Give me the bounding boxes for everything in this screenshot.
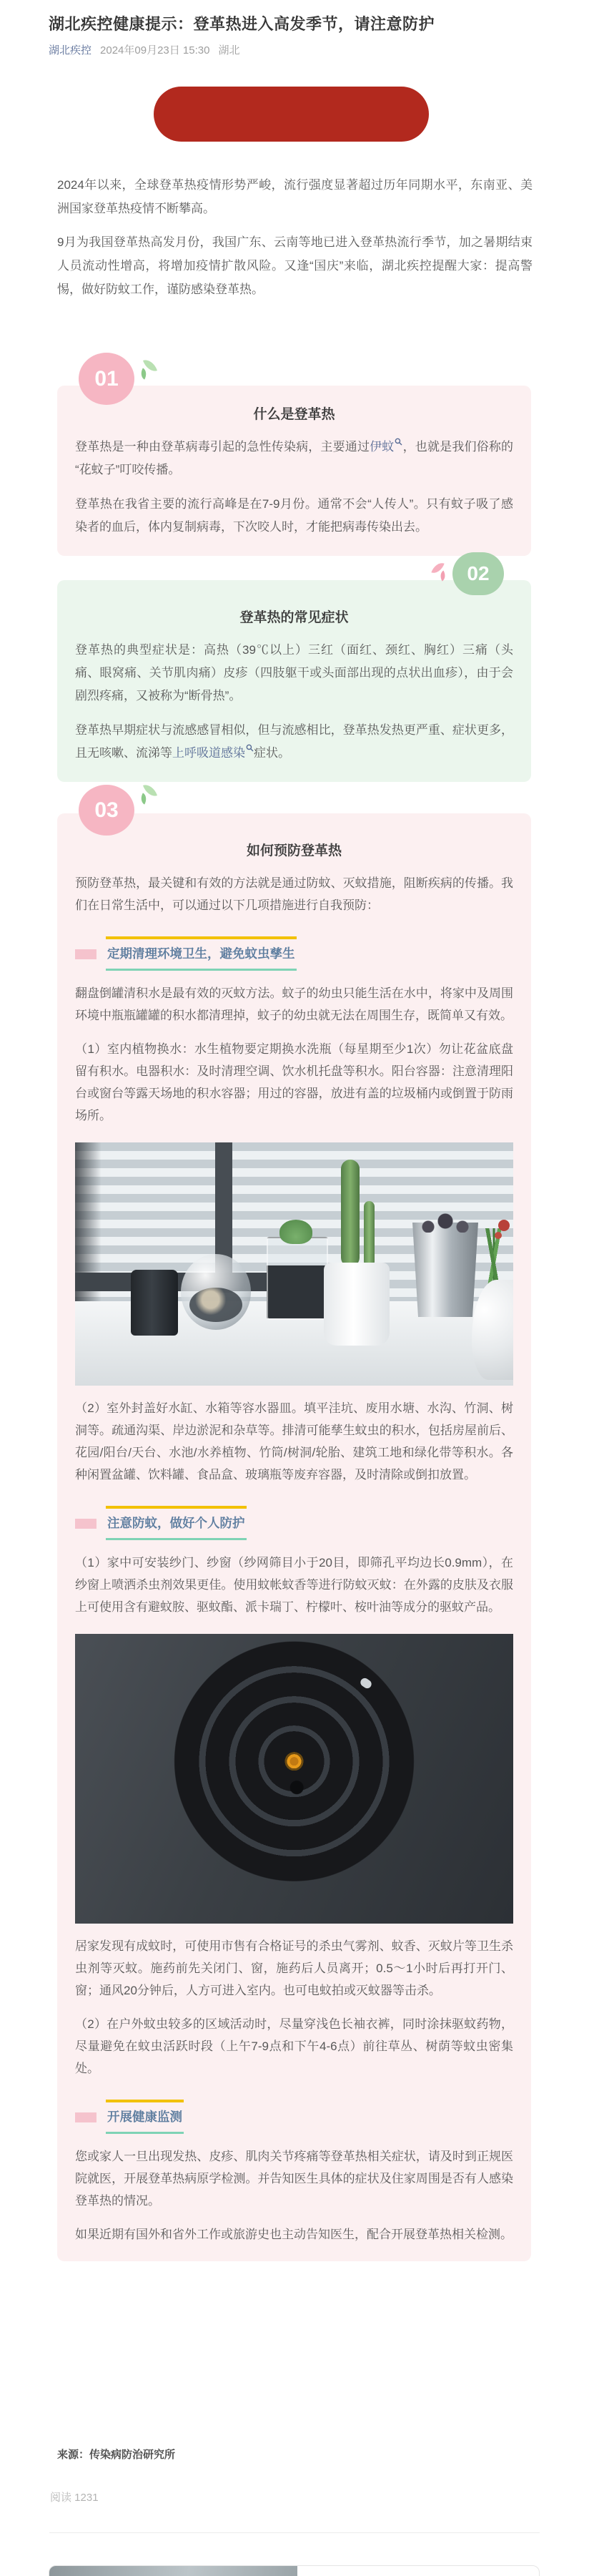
section-badge <box>452 552 504 595</box>
subsection-bullet <box>75 949 96 959</box>
subsection-bullet <box>75 1519 96 1529</box>
leaf-decoration-icon <box>428 562 447 584</box>
badge-number: 03 <box>94 798 119 822</box>
paragraph: 预防登革热，最关键和有效的方法就是通过防蚊、灭蚊措施，阻断疾病的传播。我们在日常生活中，可以通过以下几项措施进行自我预防： <box>75 876 513 912</box>
banner-image[interactable] <box>154 87 429 142</box>
subsection-title: 注意防蚊，做好个人防护 <box>106 1506 247 1540</box>
intro-paragraph: 2024年以来，全球登革热疫情形势严峻，流行强度显著超过历年同期水平，东南亚、美洲国家登革热疫情不断攀高。 <box>57 178 533 215</box>
publish-date: 2024年09月23日 15:30 <box>100 44 210 57</box>
paragraph-text: 症状。 <box>254 746 290 760</box>
mosquito-coil-photo[interactable] <box>75 1634 513 1924</box>
paragraph: 登革热在我省主要的流行高峰是在7-9月份。通常不会“人传人”。只有蚊子吸了感染者的血后，体内复制病毒，下次咬人时，才能把病毒传染出去。 <box>75 497 513 534</box>
paragraph: 您或家人一旦出现发热、皮疹、肌肉关节疼痛等登革热相关症状，请及时到正规医院就医，开展登革热病原学检测。并告知医生具体的症状及住家周围是否有人感染登革热的情况。 <box>75 2150 513 2208</box>
source-line: 来源：传染病防治研究所 <box>57 2449 176 2461</box>
search-icon <box>246 744 254 752</box>
link-text[interactable]: 伊蚊 <box>370 440 395 454</box>
paragraph-text: ，也就是我们俗称的“花蚊子”叮咬传播。 <box>75 440 514 476</box>
paragraph: 登革热的典型症状是：高热（39℃以上）三红（面红、颈红、胸红）三痛（头痛、眼窝痛、关节肌肉痛）皮疹（四肢躯干或头面部出现的点状出血疹），由于会剧烈疼痛，又被称为“断骨热”。 <box>75 643 513 702</box>
badge-number: 02 <box>467 562 490 584</box>
leaf-decoration-icon <box>140 783 159 806</box>
related-thumbnail <box>49 2566 297 2576</box>
subsection-header-personal-protection <box>75 1506 513 1540</box>
paragraph <box>75 436 513 481</box>
indoor-plants-photo[interactable] <box>75 1142 513 1386</box>
subsection-title: 定期清理环境卫生，避免蚊虫孳生 <box>106 936 297 971</box>
paragraph: 居家发现有成蚊时，可使用市售有合格证号的杀虫气雾剂、蚊香、灭蚊片等卫生杀虫剂等灭蚊。施药前先关闭门、窗，施药后人员离开；0.5～1小时后再打开门、窗；通风20分钟后，人方可进入室内。也可电蚊拍或灭蚊器等击杀。 <box>75 1939 513 1997</box>
section-card-common-symptoms <box>57 562 531 782</box>
paragraph-text: 登革热是一种由登革病毒引起的急性传染病，主要通过 <box>75 440 370 454</box>
subsection-header-clean-environment <box>75 936 513 971</box>
inline-link[interactable] <box>172 746 254 760</box>
page-title: 湖北疾控健康提示：登革热进入高发季节，请注意防护 <box>49 15 435 33</box>
paragraph-text: 登革热早期症状与流感感冒相似，但与流感相比，登革热发热更严重、症状更多，且无咳嗽、流涕等 <box>75 723 513 760</box>
paragraph: 翻盘倒罐清积水是最有效的灭蚊方法。蚊子的幼虫只能生活在水中，将家中及周围环境中瓶瓶罐罐的积水都清理掉，蚊子的幼虫就无法在周围生存，既简单又有效。 <box>75 986 513 1022</box>
link-text[interactable]: 上呼吸道感染 <box>172 746 245 760</box>
subsection-title: 开展健康监测 <box>106 2100 184 2134</box>
section-badge <box>79 353 134 405</box>
section-title: 登革热的常见症状 <box>239 610 349 625</box>
region-label: 湖北 <box>218 44 240 57</box>
paragraph <box>75 719 513 765</box>
paragraph: 如果近期有国外和省外工作或旅游史也主动告知医生，配合开展登革热相关检测。 <box>75 2228 513 2241</box>
section-badge <box>79 785 134 836</box>
section-title: 如何预防登革热 <box>246 843 342 858</box>
leaf-decoration-icon <box>140 358 159 381</box>
paragraph: （1）家中可安装纱门、纱窗（纱网筛目小于20目，即筛孔平均边长0.9mm），在纱窗上喷洒杀虫剂效果更佳。使用蚊帐蚊香等进行防蚊灭蚊：在外露的皮肤及衣服上可使用含有避蚊胺、驱蚊酯、派卡瑞丁、柠檬叶、桉叶油等成分的驱蚊产品。 <box>75 1556 513 1614</box>
paragraph: （2）室外封盖好水缸、水箱等容水器皿。填平洼坑、废用水塘、水沟、竹洞、树洞等。疏通沟渠、岸边淤泥和杂草等。排清可能孳生蚊虫的积水，包括房屋前后、花园/阳台/天台、水池/水养植物、竹筒/树洞/轮胎、建筑工地和绿化带等积水。各种闲置盆罐、饮料罐、食品盒、玻璃瓶等废弃容器，及时清除或倒扣放置。 <box>75 1401 513 1482</box>
badge-number: 01 <box>94 366 119 391</box>
search-icon <box>395 438 402 446</box>
inline-link[interactable] <box>370 440 402 454</box>
subsection-header-health-monitoring <box>75 2100 513 2134</box>
section-card-prevention <box>57 798 531 2261</box>
section-card-what-is-dengue <box>57 366 531 556</box>
paragraph: （1）室内植物换水：水生植物要定期换水洗瓶（每星期至少1次）勿让花盆底盘留有积水。电器积水：及时清理空调、饮水机托盘等积水。阳台容器：注意清理阳台或窗台等露天场地的积水容器；用过的容器，放进有盖的垃圾桶内或倒置于防雨场所。 <box>75 1042 513 1122</box>
divider <box>49 2532 540 2533</box>
intro-paragraph: 9月为我国登革热高发月份，我国广东、云南等地已进入登革热流行季节，加之暑期结束人员流动性增高，将增加疫情扩散风险。又逢“国庆”来临，湖北疾控提醒大家：提高警惕，做好防蚊工作，谨防感染登革热。 <box>57 235 533 296</box>
byline <box>49 44 545 58</box>
paragraph: （2）在户外蚊虫较多的区域活动时，尽量穿浅色长袖衣裤，同时涂抹驱蚊药物，尽量避免在蚊虫活跃时段（上午7-9点和下午4-6点）前往草丛、树荫等蚊虫密集处。 <box>75 2017 513 2075</box>
subsection-bullet <box>75 2112 96 2122</box>
related-article-card[interactable] <box>49 2565 540 2576</box>
read-count: 阅读 1231 <box>50 2492 99 2504</box>
section-title: 什么是登革热 <box>253 407 335 422</box>
account-link[interactable]: 湖北疾控 <box>49 44 92 57</box>
